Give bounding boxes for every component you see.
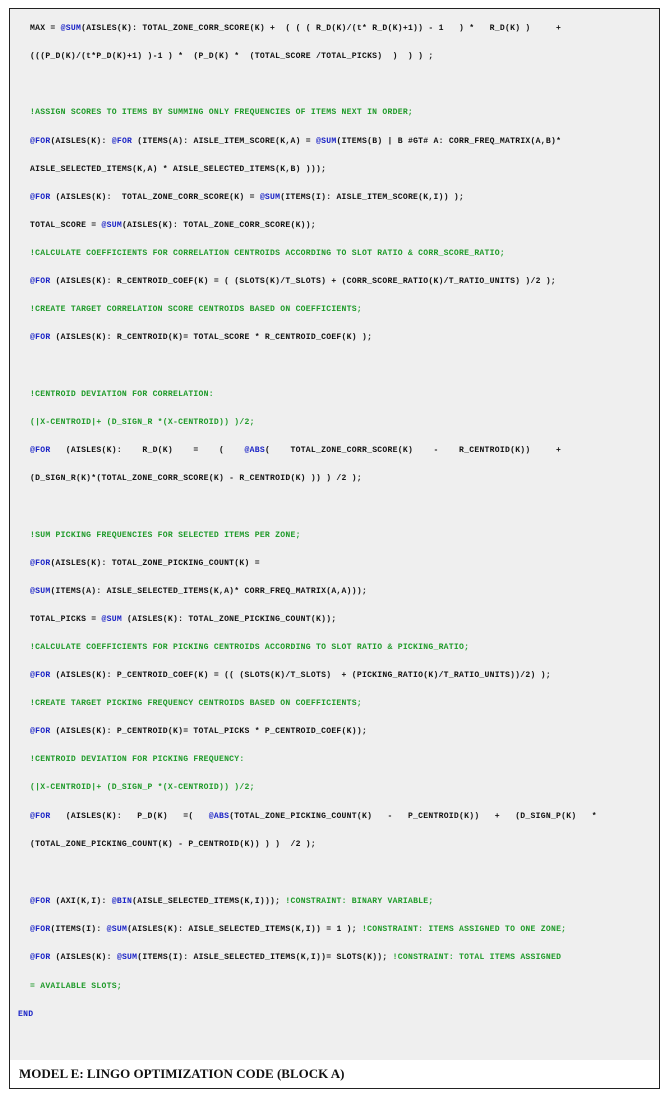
keyword: @FOR <box>30 727 51 736</box>
keyword: @FOR <box>30 193 51 202</box>
keyword: @FOR <box>30 446 51 455</box>
code-line <box>30 333 649 342</box>
code-line <box>30 925 649 934</box>
comment-line: !CALCULATE COEFFICIENTS FOR PICKING CENTROIDS ACCORDING TO SLOT RATIO & PICKING_RATIO; <box>30 643 470 652</box>
code-text: (AISLES(K): R_D(K) = ( <box>50 446 245 455</box>
keyword: @FOR <box>30 812 51 821</box>
code-text: (TOTAL_ZONE_PICKING_COUNT(K) - P_CENTROID(K)) + (D_SIGN_P(K) * <box>229 812 597 821</box>
code-text: MAX = <box>30 24 61 33</box>
code-text: TOTAL_SCORE = <box>30 221 102 230</box>
inline-comment: !CONSTRAINT: TOTAL ITEMS ASSIGNED <box>392 953 562 962</box>
keyword: @FOR <box>30 277 51 286</box>
comment-line: !CREATE TARGET PICKING FREQUENCY CENTROIDS BASED ON COEFFICIENTS; <box>30 699 362 708</box>
code-block <box>10 9 659 1061</box>
comment-line: (|X-CENTROID|+ (D_SIGN_R *(X-CENTROID)) )/2; <box>30 418 255 427</box>
inline-comment: !CONSTRAINT: BINARY VARIABLE; <box>285 897 434 906</box>
code-line <box>30 137 649 146</box>
code-text: (ITEMS(B) | B #GT# A: CORR_FREQ_MATRIX(A,B)* <box>336 137 562 146</box>
keyword: @BIN <box>111 897 133 906</box>
comment-line: !CREATE TARGET CORRELATION SCORE CENTROIDS BASED ON COEFFICIENTS; <box>30 305 362 314</box>
code-text: (((P_D(K)/(t*P_D(K)+1) )-1 ) * (P_D(K) * (TOTAL_SCORE /TOTAL_PICKS) ) ) ) ; <box>30 52 434 61</box>
code-line <box>30 277 649 286</box>
code-line <box>30 953 649 962</box>
inline-comment: !CONSTRAINT: ITEMS ASSIGNED TO ONE ZONE; <box>362 925 567 934</box>
code-text: (AISLES(K): R_CENTROID_COEF(K) = ( (SLOTS(K)/T_SLOTS) + (CORR_SCORE_RATIO(K)/T_RATIO_UNITS) )/2 ); <box>50 277 557 286</box>
code-text: (AISLE_SELECTED_ITEMS(K,I))); <box>132 897 286 906</box>
keyword: @FOR <box>30 897 51 906</box>
keyword: @FOR <box>30 559 51 568</box>
keyword: @SUM <box>106 925 128 934</box>
code-line <box>30 897 649 906</box>
keyword: @FOR <box>111 137 133 146</box>
code-line <box>30 587 649 596</box>
code-text: (AISLES(K): P_CENTROID_COEF(K) = (( (SLOTS(K)/T_SLOTS) + (PICKING_RATIO(K)/T_RATIO_UNITS))/2) ); <box>50 671 551 680</box>
code-text: (AISLES(K): TOTAL_ZONE_PICKING_COUNT(K)); <box>121 615 337 624</box>
comment-line: !CALCULATE COEFFICIENTS FOR CORRELATION CENTROIDS ACCORDING TO SLOT RATIO & CORR_SCORE_RATIO; <box>30 249 505 258</box>
code-text: (ITEMS(A): AISLE_SELECTED_ITEMS(K,A)* CORR_FREQ_MATRIX(A,A))); <box>50 587 368 596</box>
code-line <box>30 615 649 624</box>
code-line <box>30 52 649 61</box>
code-text: (AISLES(K): <box>50 137 112 146</box>
code-text: (AISLES(K): TOTAL_ZONE_PICKING_COUNT(K) = <box>50 559 260 568</box>
keyword: @SUM <box>259 193 281 202</box>
code-line <box>30 812 649 821</box>
code-text: (ITEMS(A): AISLE_ITEM_SCORE(K,A) = <box>132 137 317 146</box>
code-line: (D_SIGN_R(K)*(TOTAL_ZONE_CORR_SCORE(K) - R_CENTROID(K) )) ) /2 ); <box>30 474 362 483</box>
code-line <box>30 727 649 736</box>
keyword: @FOR <box>30 333 51 342</box>
code-line <box>30 446 649 455</box>
code-text: (AISLES(K): TOTAL_ZONE_CORR_SCORE(K) = <box>50 193 260 202</box>
code-line <box>30 24 649 33</box>
comment-line: !CENTROID DEVIATION FOR PICKING FREQUENCY: <box>30 755 245 764</box>
code-line <box>30 221 649 230</box>
keyword: @ABS <box>244 446 265 455</box>
code-text: (ITEMS(I): <box>50 925 107 934</box>
code-text: TOTAL_PICKS = <box>30 615 102 624</box>
code-text: (AISLES(K): <box>50 953 117 962</box>
code-text: (AISLES(K): P_CENTROID(K)= TOTAL_PICKS * P_CENTROID_COEF(K)); <box>50 727 368 736</box>
keyword: @ABS <box>208 812 230 821</box>
code-line <box>30 193 649 202</box>
code-text: (ITEMS(I): AISLE_ITEM_SCORE(K,I)) ); <box>280 193 465 202</box>
comment-line: = AVAILABLE SLOTS; <box>30 982 122 991</box>
keyword: @FOR <box>30 953 51 962</box>
code-figure <box>9 8 660 1089</box>
end-keyword: END <box>18 1010 34 1019</box>
comment-line: !SUM PICKING FREQUENCIES FOR SELECTED ITEMS PER ZONE; <box>30 531 301 540</box>
code-line <box>30 671 649 680</box>
code-text: (AISLES(K): TOTAL_ZONE_CORR_SCORE(K) + ( ( ( R_D(K)/(t* R_D(K)+1)) - 1 ) * R_D(K) ) + <box>81 24 562 33</box>
code-line <box>30 559 649 568</box>
keyword: @SUM <box>30 587 51 596</box>
code-text: (AISLES(K): P_D(K) =( <box>50 812 209 821</box>
code-text: (AXI(K,I): <box>50 897 112 906</box>
comment-line: (|X-CENTROID|+ (D_SIGN_P *(X-CENTROID)) )/2; <box>30 783 255 792</box>
keyword: @SUM <box>60 24 82 33</box>
keyword: @FOR <box>30 925 51 934</box>
keyword: @SUM <box>101 615 122 624</box>
code-line: (TOTAL_ZONE_PICKING_COUNT(K) - P_CENTROID(K)) ) ) /2 ); <box>30 840 316 849</box>
code-text: (ITEMS(I): AISLE_SELECTED_ITEMS(K,I))= SLOTS(K)); <box>137 953 393 962</box>
keyword: @SUM <box>116 953 138 962</box>
keyword: @FOR <box>30 671 51 680</box>
code-text: (AISLES(K): R_CENTROID(K)= TOTAL_SCORE * R_CENTROID_COEF(K) ); <box>50 333 373 342</box>
keyword: @SUM <box>316 137 337 146</box>
code-line: AISLE_SELECTED_ITEMS(K,A) * AISLE_SELECTED_ITEMS(K,B) ))); <box>30 165 327 174</box>
code-text: ( TOTAL_ZONE_CORR_SCORE(K) - R_CENTROID(K)) + <box>264 446 562 455</box>
code-text: (AISLES(K): TOTAL_ZONE_CORR_SCORE(K)); <box>121 221 317 230</box>
comment-line: !CENTROID DEVIATION FOR CORRELATION: <box>30 390 214 399</box>
figure-caption: MODEL E: LINGO OPTIMIZATION CODE (BLOCK A) <box>10 1060 659 1088</box>
keyword: @SUM <box>101 221 122 230</box>
comment-line: !ASSIGN SCORES TO ITEMS BY SUMMING ONLY FREQUENCIES OF ITEMS NEXT IN ORDER; <box>30 108 414 117</box>
keyword: @FOR <box>30 137 51 146</box>
code-text: (AISLES(K): AISLE_SELECTED_ITEMS(K,I)) = 1 ); <box>127 925 362 934</box>
